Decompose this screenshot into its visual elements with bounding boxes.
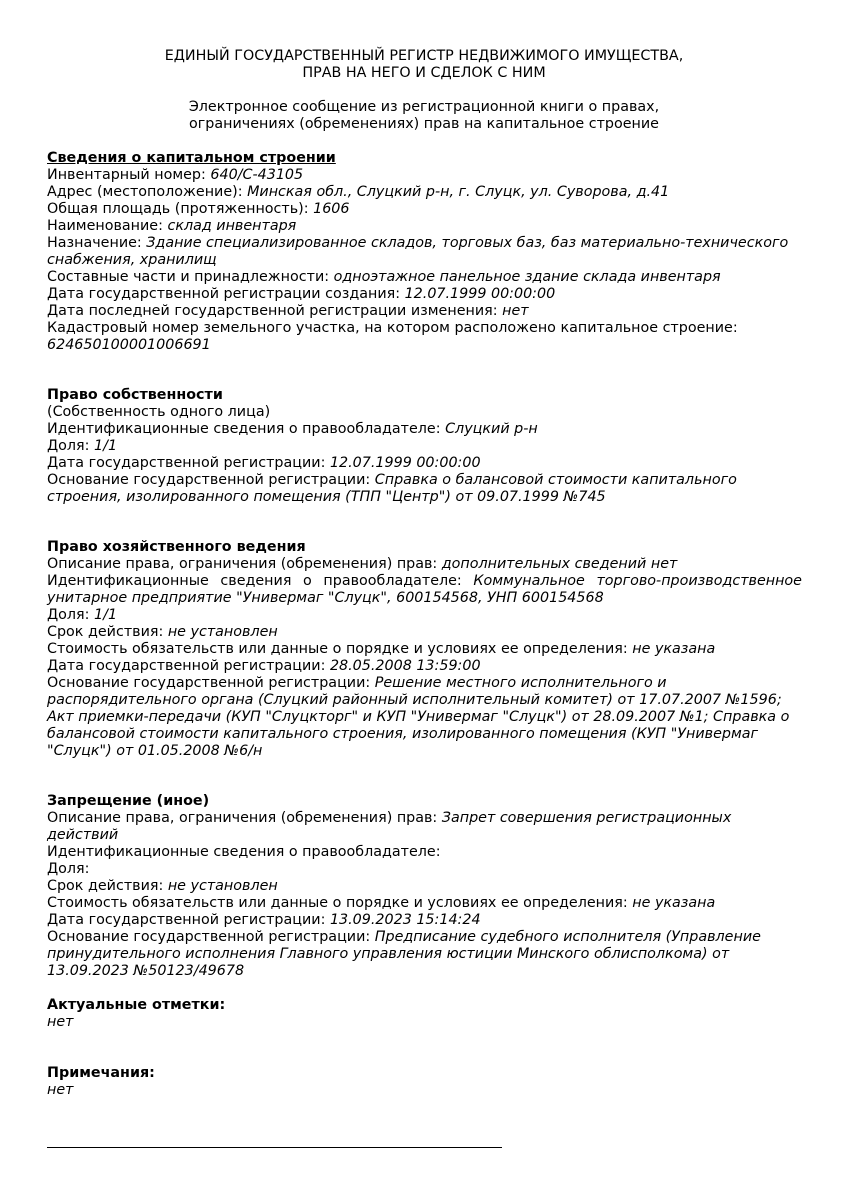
field-row: [47, 472, 802, 506]
field-label: Доля:: [47, 861, 90, 877]
field-value: 13.09.2023 15:14:24: [329, 912, 481, 928]
field-label: Основание государственной регистрации:: [47, 472, 375, 488]
section-economic: [47, 539, 802, 760]
field-row: [47, 421, 802, 438]
document-header: [0, 48, 848, 82]
field-value: дополнительных сведений нет: [441, 556, 678, 572]
field-value: 624650100001006691: [47, 337, 211, 353]
field-label: Дата государственной регистрации:: [47, 912, 330, 928]
field-row: [47, 912, 802, 929]
section-prohibition-rows: [47, 810, 802, 980]
section-prohibition-title: Запрещение (иное): [47, 793, 210, 809]
field-label: Дата последней государственной регистрации изменения:: [47, 303, 503, 319]
field-value: не указана: [632, 641, 716, 657]
section-ownership-rows: [47, 404, 802, 506]
field-label: Дата государственной регистрации:: [47, 658, 330, 674]
field-label: Адрес (местоположение):: [47, 184, 248, 200]
field-label: Назначение:: [47, 235, 147, 251]
section-notes-value: нет: [47, 1082, 74, 1098]
field-label: Доля:: [47, 607, 95, 623]
field-label: Идентификационные сведения о правообладателе:: [47, 421, 446, 437]
field-label: Общая площадь (протяженность):: [47, 201, 314, 217]
field-row: [47, 320, 802, 354]
field-label: Идентификационные сведения о правообладателе:: [47, 573, 474, 589]
field-row: [47, 624, 802, 641]
field-row: [47, 641, 802, 658]
field-label: Идентификационные сведения о правообладателе:: [47, 844, 441, 860]
header-line-3: Электронное сообщение из регистрационной книги о правах,: [188, 99, 660, 115]
field-value: не установлен: [167, 624, 278, 640]
field-row: [47, 438, 802, 455]
field-label: (Собственность одного лица): [47, 404, 271, 420]
field-row: [47, 810, 802, 844]
section-marks-title: Актуальные отметки:: [47, 997, 226, 1013]
field-row: [47, 218, 802, 235]
field-value: Минская обл., Слуцкий р-н, г. Слуцк, ул. Суворова, д.41: [247, 184, 670, 200]
section-economic-rows: [47, 556, 802, 760]
field-value: нет: [502, 303, 529, 319]
field-row: [47, 844, 802, 861]
document-subheader: [0, 99, 848, 133]
section-notes: [47, 1065, 802, 1099]
field-row: [47, 658, 802, 675]
field-row: [47, 167, 802, 184]
section-ownership-title: Право собственности: [47, 387, 223, 403]
field-row: [47, 556, 802, 573]
field-label: Стоимость обязательств или данные о порядке и условиях ее определения:: [47, 641, 633, 657]
section-building-rows: [47, 167, 802, 354]
field-value: 1/1: [94, 607, 118, 623]
section-ownership: [47, 387, 802, 506]
field-value: 12.07.1999 00:00:00: [404, 286, 556, 302]
field-value: 28.05.2008 13:59:00: [329, 658, 481, 674]
field-row: [47, 184, 802, 201]
field-label: Основание государственной регистрации:: [47, 929, 375, 945]
field-value: не установлен: [167, 878, 278, 894]
field-label: Срок действия:: [47, 624, 168, 640]
field-label: Описание права, ограничения (обременения) прав:: [47, 810, 442, 826]
field-row: [47, 675, 802, 760]
field-label: Основание государственной регистрации:: [47, 675, 375, 691]
field-label: Стоимость обязательств или данные о порядке и условиях ее определения:: [47, 895, 633, 911]
field-row: [47, 235, 802, 269]
field-label: Кадастровый номер земельного участка, на котором расположено капитальное строение:: [47, 320, 738, 336]
field-label: Составные части и принадлежности:: [47, 269, 334, 285]
field-row: [47, 201, 802, 218]
field-value: 12.07.1999 00:00:00: [329, 455, 481, 471]
field-row: [47, 573, 802, 607]
field-row: [47, 404, 802, 421]
field-value: Предписание судебного исполнителя (Управление принудительного исполнения Главного управления юстиции Минского облисполкома) от 13.09.2023 №50123/49678: [47, 929, 761, 979]
field-value: Здание специализированное складов, торговых баз, баз материально-технического снабжения, хранилищ: [47, 235, 789, 268]
section-building-title: Сведения о капитальном строении: [47, 150, 336, 166]
field-value: Справка о балансовой стоимости капитального строения, изолированного помещения (ТПП "Центр") от 09.07.1999 №745: [47, 472, 737, 505]
field-label: Наименование:: [47, 218, 168, 234]
field-label: Доля:: [47, 438, 95, 454]
section-notes-title: Примечания:: [47, 1065, 155, 1081]
field-row: [47, 929, 802, 980]
section-economic-title: Право хозяйственного ведения: [47, 539, 306, 555]
field-label: Дата государственной регистрации:: [47, 455, 330, 471]
section-marks: [47, 997, 802, 1031]
field-value: не указана: [632, 895, 716, 911]
field-label: Описание права, ограничения (обременения) прав:: [47, 556, 442, 572]
footer-divider: [47, 1147, 502, 1148]
section-prohibition: [47, 793, 802, 980]
field-row: [47, 878, 802, 895]
header-line-2: ПРАВ НА НЕГО И СДЕЛОК С НИМ: [302, 65, 546, 81]
section-marks-value: нет: [47, 1014, 74, 1030]
header-line-1: ЕДИНЫЙ ГОСУДАРСТВЕННЫЙ РЕГИСТР НЕДВИЖИМОГО ИМУЩЕСТВА,: [164, 48, 684, 64]
field-label: Срок действия:: [47, 878, 168, 894]
field-value: Коммунальное торгово-производственное унитарное предприятие "Универмаг "Слуцк", 600154568, УНП 600154568: [47, 573, 802, 606]
field-value: одноэтажное панельное здание склада инвентаря: [333, 269, 721, 285]
header-line-4: ограничениях (обременениях) прав на капитальное строение: [189, 116, 659, 132]
field-value: склад инвентаря: [167, 218, 297, 234]
field-label: Дата государственной регистрации создания:: [47, 286, 405, 302]
field-row: [47, 303, 802, 320]
field-row: [47, 895, 802, 912]
field-row: [47, 861, 802, 878]
field-value: 1/1: [94, 438, 118, 454]
field-value: 1606: [313, 201, 350, 217]
field-row: [47, 286, 802, 303]
field-value: Запрет совершения регистрационных действий: [47, 810, 732, 843]
field-label: Инвентарный номер:: [47, 167, 211, 183]
section-building: [47, 150, 802, 354]
field-row: [47, 455, 802, 472]
field-value: Слуцкий р-н: [445, 421, 538, 437]
field-value: 640/C-43105: [210, 167, 304, 183]
field-row: [47, 607, 802, 624]
field-row: [47, 269, 802, 286]
field-value: Решение местного исполнительного и распорядительного органа (Слуцкий районный исполнительный комитет) от 17.07.2007 №1596; Акт приемки-передачи (КУП "Слуцкторг" и КУП "Универмаг "Слуцк") от 28.09.2007 №1; Справка о балансовой стоимости капитального строения, изолированного помещения (КУП "Универмаг "Слуцк") от 01.05.2008 №6/н: [47, 675, 790, 759]
